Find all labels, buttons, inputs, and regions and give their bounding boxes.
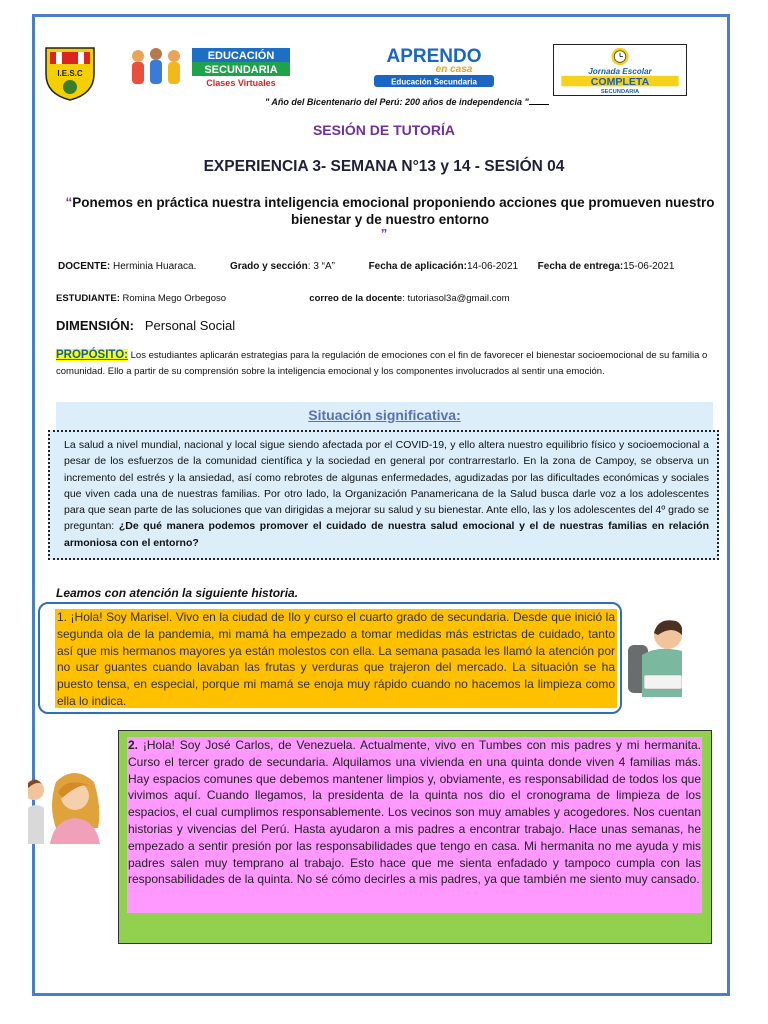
teacher-info-row: [58, 261, 674, 272]
edu-logo-line1: EDUCACIÓN: [207, 50, 275, 62]
quote-text: Ponemos en práctica nuestra inteligencia emocional proponiendo acciones que promueven nuestro bienestar y de nuestro entorno: [72, 195, 715, 227]
session-quote: [60, 194, 720, 228]
grado-label: Grado y sección: [229, 261, 308, 272]
proposito-paragraph: [56, 347, 712, 380]
story2-number: 2.: [128, 738, 139, 752]
session-title: SESIÓN DE TUTORÍA: [312, 122, 456, 138]
fecha-entrega-label: Fecha de entrega:: [537, 261, 624, 272]
quote-open: “: [65, 195, 73, 210]
situacion-text: La salud a nivel mundial, nacional y local sigue siendo afectada por el COVID-19, y ello altera nuestro equilibrio físico y socioemocional a pesar de los esfuerzos de la comunidad científica y la sociedad en general por contrarrestarlo. En la zona de Campoy, se observa un incremento del estrés y la ansiedad, así como rebrotes de algunas enfermedades, agudizadas por las dificultades económicas y sociales que viven cada una de nuestras familias. Por otro lado, la Organización Panamericana de la Salud busca darle voz a los adolescentes para que sean parte de las soluciones que van dirigidas a mejorar su salud y su bienestar. Ante ello, las y los adolescentes del 4º grado se preguntan:: [64, 439, 709, 533]
jornada-escolar-logo: [553, 44, 687, 96]
jornada-logo-line2: COMPLETA: [590, 75, 650, 88]
situacion-question: ¿De qué manera podemos promover el cuidado de nuestra salud emocional y el de nuestras familias en relación armoniosa con el entorno?: [64, 520, 709, 549]
situacion-title: Situación significativa:: [308, 407, 461, 423]
aprendo-logo-line3: Educación Secundaria: [391, 77, 477, 87]
bicentenario-text: " Año del Bicentenario del Perú: 200 años de independencia ": [265, 97, 549, 107]
edu-logo-line3: Clases Virtuales: [206, 78, 276, 88]
aprendo-en-casa-logo: [370, 44, 498, 90]
estudiante-value: Romina Mego Orbegoso: [122, 293, 227, 304]
iesc-logo-text: I.E.S.C: [57, 69, 83, 78]
docente-label: DOCENTE:: [58, 261, 111, 272]
aprendo-logo-line1: APRENDO: [386, 46, 482, 67]
grado-value: : 3 “A”: [307, 261, 335, 272]
story2-text: [127, 737, 702, 913]
iesc-logo: [42, 44, 98, 102]
story1-text: 1. ¡Hola! Soy Marisel. Vivo en la ciudad de Ilo y curso el cuarto grado de secundaria. Desde que inició la segunda ola de la pandemia, mi mamá ha empezado a tomar medidas más estrictas de cuidado, tanto así que mis hermanos mayores ya están molestos con ella. La semana pasada les llamó la atención por no usar guantes cuando lavaban las frutas y verduras que trajeron del mercado. La situación se ha puesto tensa, en especial, porque mi mamá se enoja muy rápido cuando no hacemos la limpieza como ella lo indica.: [57, 610, 615, 708]
fecha-aplicacion-label: Fecha de aplicación:: [368, 261, 467, 272]
docente-value: Herminia Huaraca.: [113, 261, 197, 272]
boy-illustration: [628, 615, 682, 697]
jornada-logo-line1: Jornada Escolar: [588, 66, 652, 76]
student-info-row: [56, 293, 510, 304]
dimension-value: Personal Social: [144, 318, 236, 333]
leamos-heading: Leamos con atención la siguiente historia.: [56, 586, 299, 600]
students-illustration: [28, 768, 118, 844]
fecha-entrega-value: 15-06-2021: [623, 261, 675, 272]
edu-logo-line2: SECUNDARIA: [204, 64, 278, 76]
situacion-box: [48, 430, 719, 560]
fecha-aplicacion-value: 14-06-2021: [466, 261, 519, 272]
educacion-secundaria-logo: [126, 44, 291, 94]
aprendo-logo-line2: en casa: [435, 64, 473, 75]
story2-body: ¡Hola! Soy José Carlos, de Venezuela. Actualmente, vivo en Tumbes con mis padres y mi hermanita. Curso el tercer grado de secundaria. Alquilamos una vivienda en una quinta donde viven 4 familias más. Hay espacios comunes que debemos mantener limpios y, obviamente, es responsabilidad de todos los que vivimos aquí. Cuando llegamos, la presidenta de la quinta nos dio el cronograma de limpieza de los espacios, el cual cumplimos responsablemente. Los vecinos son muy amables y acogedores. Nos cuentan historias y vivencias del Perú. Hasta ayudaron a mis padres a encontrar trabajo. Hace unas semanas, he empezado a sentir presión por las responsabilidades que tengo en casa. Mi hermanita no me ayuda y mis padres salen muy temprano al trabajo. Esto hace que me sienta enfadado y tampoco cumpla con las responsabilidades de la quinta. No sé cómo decirles a mis padres, ya que también me siento muy cansado.: [128, 738, 701, 887]
proposito-text: Los estudiantes aplicarán estrategias para la regulación de emociones con el fin de favorecer el bienestar socioemocional de su familia o comunidad. Ello a partir de su comprensión sobre la inteligencia emocional y los componentes involucrados al sentir una emoción.: [56, 350, 708, 377]
situacion-header: [56, 402, 713, 430]
quote-close: ”: [380, 226, 388, 241]
experience-title: EXPERIENCIA 3- SEMANA N°13 y 14 - SESIÓN 04: [203, 158, 565, 175]
proposito-label: PROPÓSITO:: [56, 349, 128, 361]
estudiante-label: ESTUDIANTE:: [56, 293, 120, 304]
correo-value: : tutoriasol3a@gmail.com: [402, 293, 510, 304]
jornada-logo-line3: SECUNDARIA: [600, 89, 640, 96]
dimension-row: [56, 318, 235, 333]
dimension-label: DIMENSIÓN:: [56, 318, 134, 333]
correo-label: correo de la docente: [309, 293, 403, 304]
